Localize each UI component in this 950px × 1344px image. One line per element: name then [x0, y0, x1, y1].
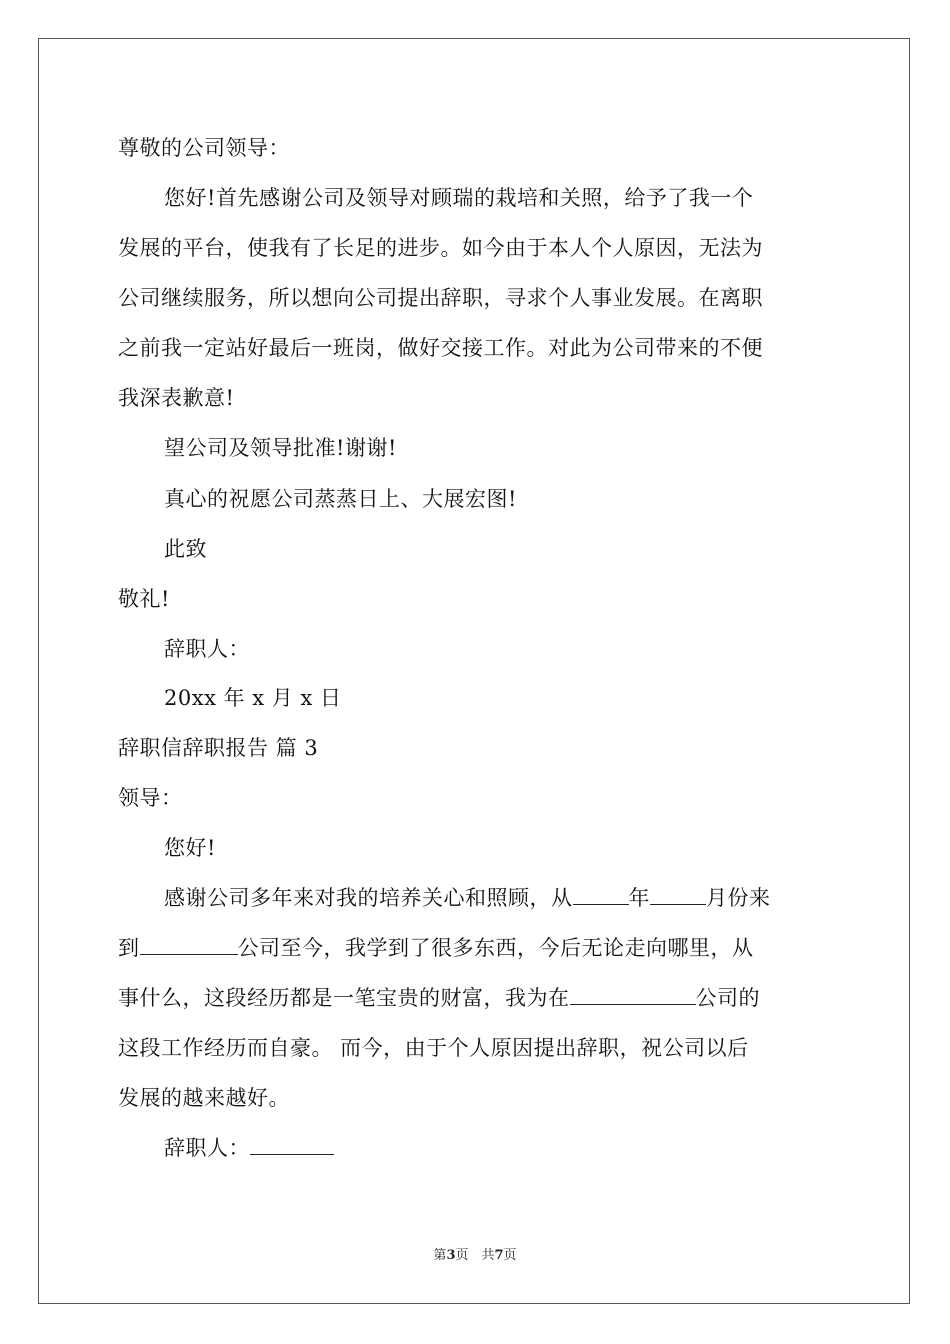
signer-label: 辞职人： — [164, 1136, 250, 1160]
fill-blank — [573, 886, 629, 905]
paragraph-line: 这段工作经历而自豪。 而今，由于个人原因提出辞职，祝公司以后 — [118, 1036, 749, 1060]
signer-line — [164, 1136, 334, 1160]
greeting: 您好! — [164, 836, 216, 860]
signature-blank — [250, 1136, 334, 1155]
closing-line: 敬礼! — [118, 587, 170, 611]
fill-blank — [650, 886, 706, 905]
fill-blank — [570, 986, 696, 1005]
text-run: 到 — [118, 936, 140, 960]
paragraph-line: 您好!首先感谢公司及领导对顾瑞的栽培和关照，给予了我一个 — [164, 186, 754, 210]
text-run: 公司至今，我学到了很多东西，今后无论走向哪里，从 — [237, 936, 754, 960]
paragraph-line: 之前我一定站好最后一班岗，做好交接工作。对此为公司带来的不便 — [118, 336, 763, 360]
text-run: 感谢公司多年来对我的培养关心和照顾，从 — [164, 886, 573, 910]
paragraph-line: 公司继续服务，所以想向公司提出辞职，寻求个人事业发展。在离职 — [118, 286, 763, 310]
page-label-prefix: 第 — [433, 1248, 447, 1263]
fill-blank — [140, 936, 238, 955]
paragraph-line — [118, 986, 760, 1010]
paragraph-line: 我深表歉意! — [118, 386, 235, 410]
page-border — [38, 38, 910, 1304]
paragraph-line — [118, 936, 754, 960]
text-run: 事什么，这段经历都是一笔宝贵的财富，我为在 — [118, 986, 570, 1010]
paragraph-line — [164, 886, 771, 910]
page-label-mid: 页 共 — [455, 1248, 495, 1263]
page-footer — [0, 1248, 950, 1264]
page-label-suffix: 页 — [503, 1248, 517, 1263]
page-number-total: 7 — [494, 1248, 504, 1263]
paragraph-line: 望公司及领导批准!谢谢! — [164, 436, 397, 460]
section-title: 辞职信辞职报告 篇 3 — [118, 736, 319, 760]
paragraph-line: 发展的平台，使我有了长足的进步。如今由于本人个人原因，无法为 — [118, 236, 763, 260]
salutation: 领导： — [118, 786, 183, 810]
signer-label: 辞职人： — [164, 637, 250, 661]
text-run: 年 — [628, 886, 650, 910]
text-run: 公司的 — [695, 986, 760, 1010]
salutation: 尊敬的公司领导： — [118, 136, 290, 160]
closing-line: 此致 — [164, 537, 207, 561]
paragraph-line: 真心的祝愿公司蒸蒸日上、大展宏图! — [164, 487, 517, 511]
text-run: 月份来 — [706, 886, 771, 910]
page-number-current: 3 — [446, 1248, 456, 1263]
date-line: 20xx 年 x 月 x 日 — [164, 686, 342, 710]
paragraph-line: 发展的越来越好。 — [118, 1086, 290, 1110]
